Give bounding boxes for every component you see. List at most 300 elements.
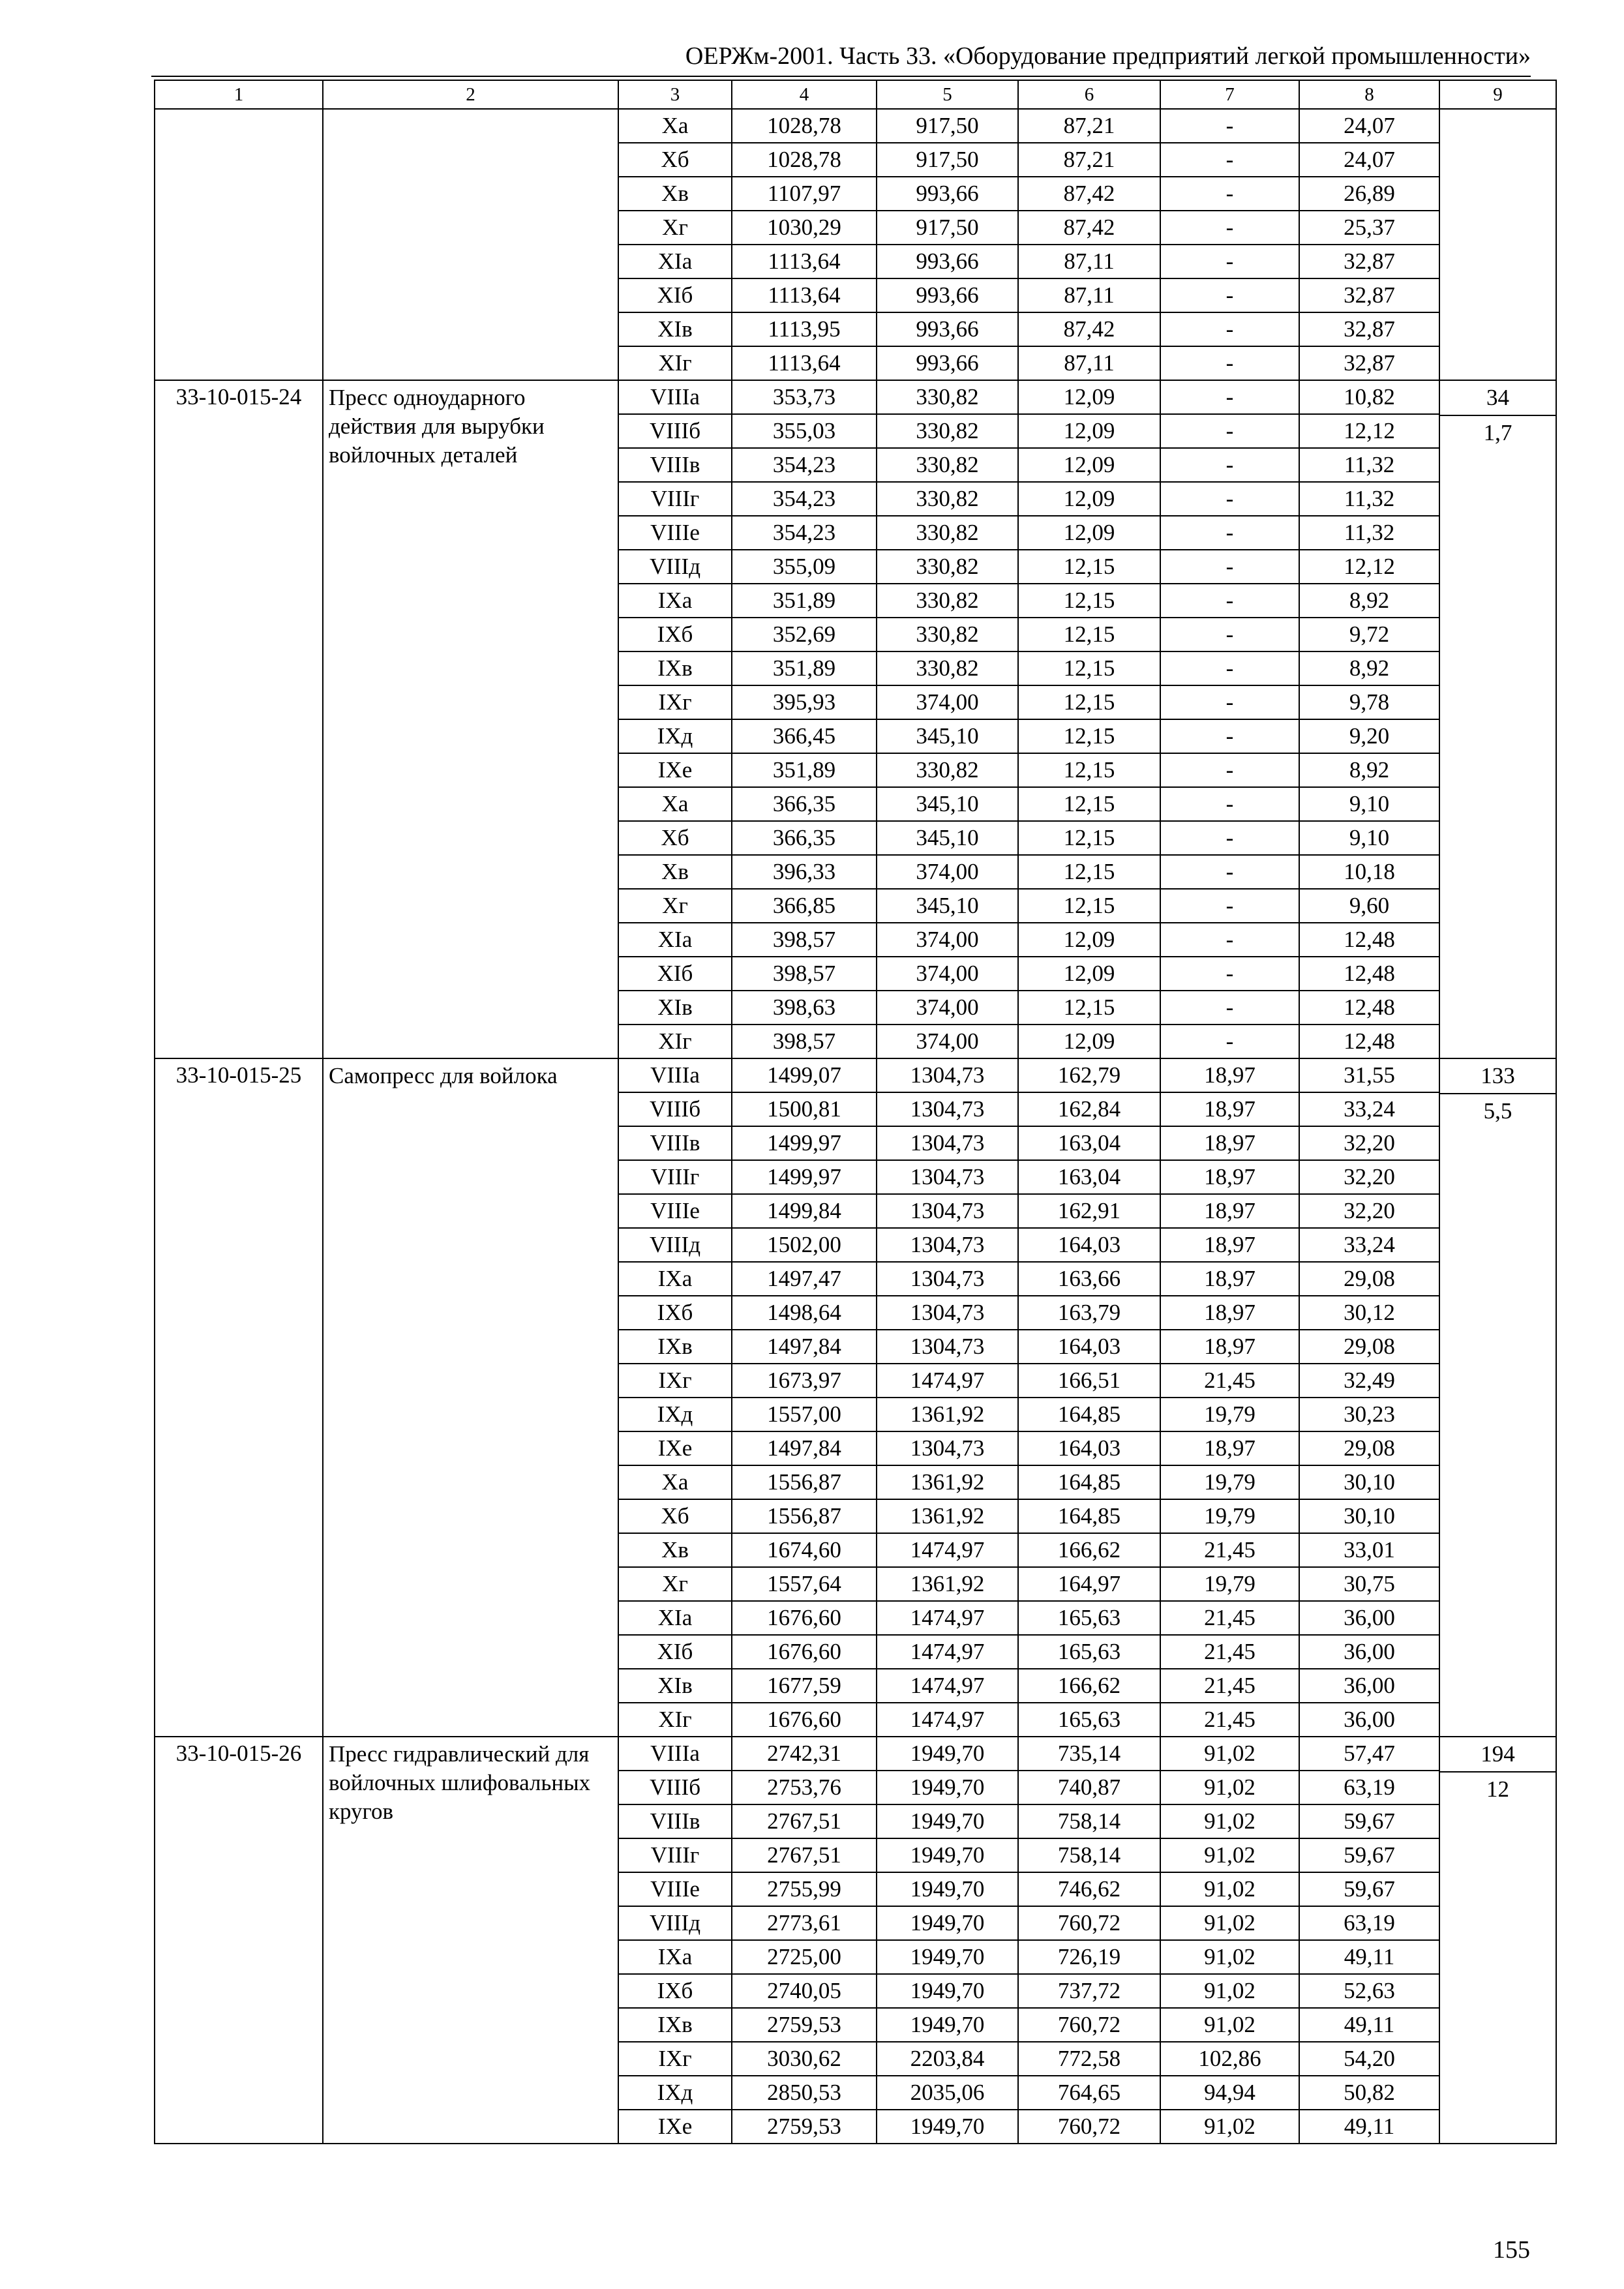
machine-group-cell: IХб [618, 1974, 732, 2008]
materials-cost-cell: 12,12 [1299, 414, 1439, 448]
materials-cost-cell: 52,63 [1299, 1974, 1439, 2008]
machine-group-cell: ХIв [618, 1669, 732, 1703]
weight-cell [1439, 1737, 1556, 2144]
total-cost-cell: 1674,60 [732, 1533, 877, 1567]
driver-wage-cell: - [1160, 346, 1299, 380]
column-number: 8 [1299, 80, 1439, 109]
materials-cost-cell: 59,67 [1299, 1838, 1439, 1872]
machine-group-cell: ХIб [618, 957, 732, 991]
machine-group-cell: Хг [618, 889, 732, 923]
labor-cost-cell: 345,10 [877, 719, 1018, 753]
driver-wage-cell: - [1160, 380, 1299, 414]
labor-cost-cell: 345,10 [877, 787, 1018, 821]
total-cost-cell: 1676,60 [732, 1703, 877, 1737]
materials-cost-cell: 12,48 [1299, 1025, 1439, 1058]
labor-cost-cell: 993,66 [877, 245, 1018, 278]
driver-wage-cell: - [1160, 109, 1299, 143]
machine-group-cell: Хв [618, 855, 732, 889]
materials-cost-cell: 31,55 [1299, 1058, 1439, 1092]
total-cost-cell: 1499,84 [732, 1194, 877, 1228]
total-cost-cell: 2753,76 [732, 1771, 877, 1804]
machine-cost-cell: 12,15 [1018, 787, 1160, 821]
machine-group-cell: VIIIг [618, 1160, 732, 1194]
position-code-cell [155, 109, 323, 380]
materials-cost-cell: 32,87 [1299, 245, 1439, 278]
labor-cost-cell: 374,00 [877, 1025, 1018, 1058]
machine-group-cell: VIIIб [618, 1092, 732, 1126]
machine-group-cell: IХб [618, 618, 732, 651]
machine-group-cell: IХд [618, 1398, 732, 1431]
materials-cost-cell: 59,67 [1299, 1872, 1439, 1906]
machine-group-cell: IХе [618, 753, 732, 787]
labor-cost-cell: 1949,70 [877, 1906, 1018, 1940]
column-number-row [155, 80, 1556, 109]
driver-wage-cell: - [1160, 991, 1299, 1025]
machine-cost-cell: 726,19 [1018, 1940, 1160, 1974]
total-cost-cell: 1498,64 [732, 1296, 877, 1330]
materials-cost-cell: 32,20 [1299, 1194, 1439, 1228]
materials-cost-cell: 11,32 [1299, 448, 1439, 482]
materials-cost-cell: 32,87 [1299, 346, 1439, 380]
machine-cost-cell: 166,62 [1018, 1669, 1160, 1703]
labor-cost-cell: 345,10 [877, 889, 1018, 923]
materials-cost-cell: 9,72 [1299, 618, 1439, 651]
machine-group-cell: IХа [618, 584, 732, 618]
machine-cost-cell: 164,03 [1018, 1228, 1160, 1262]
machine-group-cell: Хв [618, 177, 732, 211]
driver-wage-cell: 91,02 [1160, 2110, 1299, 2144]
labor-cost-cell: 345,10 [877, 821, 1018, 855]
machine-cost-cell: 12,15 [1018, 719, 1160, 753]
labor-cost-cell: 1474,97 [877, 1533, 1018, 1567]
machine-cost-cell: 760,72 [1018, 1906, 1160, 1940]
total-cost-cell: 1497,84 [732, 1431, 877, 1465]
total-cost-cell: 1673,97 [732, 1364, 877, 1398]
machine-cost-cell: 164,97 [1018, 1567, 1160, 1601]
labor-cost-cell: 1304,73 [877, 1431, 1018, 1465]
materials-cost-cell: 32,49 [1299, 1364, 1439, 1398]
driver-wage-cell: 18,97 [1160, 1262, 1299, 1296]
total-cost-cell: 351,89 [732, 753, 877, 787]
machine-cost-cell: 163,79 [1018, 1296, 1160, 1330]
labor-cost-cell: 1304,73 [877, 1296, 1018, 1330]
driver-wage-cell: 21,45 [1160, 1669, 1299, 1703]
weight-value: 133 [1440, 1059, 1556, 1094]
total-cost-cell: 1556,87 [732, 1499, 877, 1533]
labor-cost-cell: 374,00 [877, 685, 1018, 719]
labor-cost-cell: 330,82 [877, 414, 1018, 448]
machine-cost-cell: 12,09 [1018, 414, 1160, 448]
machine-cost-cell: 162,91 [1018, 1194, 1160, 1228]
total-cost-cell: 1028,78 [732, 109, 877, 143]
machine-group-cell: IХд [618, 719, 732, 753]
materials-cost-cell: 12,48 [1299, 923, 1439, 957]
driver-wage-cell: - [1160, 211, 1299, 245]
machine-cost-cell: 164,85 [1018, 1465, 1160, 1499]
machine-cost-cell: 165,63 [1018, 1703, 1160, 1737]
total-cost-cell: 2740,05 [732, 1974, 877, 2008]
machine-group-cell: IХб [618, 1296, 732, 1330]
driver-wage-cell: 91,02 [1160, 1737, 1299, 1771]
position-code-cell: 33-10-015-25 [155, 1058, 323, 1737]
materials-cost-cell: 8,92 [1299, 753, 1439, 787]
materials-cost-cell: 32,87 [1299, 312, 1439, 346]
machine-cost-cell: 12,09 [1018, 957, 1160, 991]
machine-cost-cell: 12,15 [1018, 821, 1160, 855]
materials-cost-cell: 49,11 [1299, 2008, 1439, 2042]
materials-cost-cell: 54,20 [1299, 2042, 1439, 2076]
machine-cost-cell: 87,11 [1018, 278, 1160, 312]
machine-group-cell: VIIIа [618, 1058, 732, 1092]
driver-wage-cell: 21,45 [1160, 1635, 1299, 1669]
labor-cost-cell: 993,66 [877, 346, 1018, 380]
machine-cost-cell: 164,85 [1018, 1499, 1160, 1533]
machine-group-cell: IХг [618, 685, 732, 719]
materials-cost-cell: 26,89 [1299, 177, 1439, 211]
driver-wage-cell: - [1160, 753, 1299, 787]
labor-cost-cell: 917,50 [877, 109, 1018, 143]
driver-wage-cell: - [1160, 719, 1299, 753]
materials-cost-cell: 30,10 [1299, 1499, 1439, 1533]
driver-wage-cell: 19,79 [1160, 1398, 1299, 1431]
driver-wage-cell: - [1160, 889, 1299, 923]
table-row [155, 1058, 1556, 1092]
materials-cost-cell: 57,47 [1299, 1737, 1439, 1771]
machine-cost-cell: 737,72 [1018, 1974, 1160, 2008]
machine-group-cell: IХв [618, 2008, 732, 2042]
price-table [154, 80, 1557, 2144]
driver-wage-cell: 91,02 [1160, 1838, 1299, 1872]
machine-cost-cell: 12,15 [1018, 618, 1160, 651]
column-number: 4 [732, 80, 877, 109]
machine-group-cell: VIIIв [618, 1804, 732, 1838]
machine-group-cell: VIIIа [618, 380, 732, 414]
driver-wage-cell: 18,97 [1160, 1126, 1299, 1160]
machine-cost-cell: 760,72 [1018, 2110, 1160, 2144]
materials-cost-cell: 36,00 [1299, 1703, 1439, 1737]
materials-cost-cell: 9,60 [1299, 889, 1439, 923]
driver-wage-cell: - [1160, 618, 1299, 651]
labor-cost-cell: 993,66 [877, 312, 1018, 346]
labor-cost-cell: 1304,73 [877, 1092, 1018, 1126]
total-cost-cell: 352,69 [732, 618, 877, 651]
driver-wage-cell: 94,94 [1160, 2076, 1299, 2110]
machine-group-cell: VIIIг [618, 1838, 732, 1872]
machine-group-cell: IХа [618, 1940, 732, 1974]
machine-cost-cell: 87,42 [1018, 177, 1160, 211]
machine-cost-cell: 758,14 [1018, 1804, 1160, 1838]
driver-wage-cell: 19,79 [1160, 1567, 1299, 1601]
driver-wage-cell: - [1160, 245, 1299, 278]
machine-cost-cell: 12,15 [1018, 889, 1160, 923]
total-cost-cell: 2767,51 [732, 1838, 877, 1872]
machine-cost-cell: 166,62 [1018, 1533, 1160, 1567]
machine-group-cell: IХв [618, 1330, 732, 1364]
total-cost-cell: 2742,31 [732, 1737, 877, 1771]
total-cost-cell: 1676,60 [732, 1601, 877, 1635]
machine-cost-cell: 87,11 [1018, 346, 1160, 380]
machine-cost-cell: 87,21 [1018, 143, 1160, 177]
machine-cost-cell: 760,72 [1018, 2008, 1160, 2042]
driver-wage-cell: 91,02 [1160, 1804, 1299, 1838]
materials-cost-cell: 11,32 [1299, 482, 1439, 516]
machine-cost-cell: 735,14 [1018, 1737, 1160, 1771]
driver-wage-cell: 102,86 [1160, 2042, 1299, 2076]
driver-wage-cell: - [1160, 584, 1299, 618]
materials-cost-cell: 10,18 [1299, 855, 1439, 889]
driver-wage-cell: - [1160, 821, 1299, 855]
driver-wage-cell: 19,79 [1160, 1499, 1299, 1533]
driver-wage-cell: 91,02 [1160, 2008, 1299, 2042]
total-cost-cell: 3030,62 [732, 2042, 877, 2076]
total-cost-cell: 1676,60 [732, 1635, 877, 1669]
machine-cost-cell: 165,63 [1018, 1601, 1160, 1635]
labor-cost-cell: 1304,73 [877, 1262, 1018, 1296]
total-cost-cell: 1502,00 [732, 1228, 877, 1262]
equipment-name-cell [323, 109, 618, 380]
labor-cost-cell: 1474,97 [877, 1703, 1018, 1737]
driver-wage-cell: - [1160, 143, 1299, 177]
driver-wage-cell: 18,97 [1160, 1330, 1299, 1364]
weight-secondary-value: 1,7 [1483, 420, 1512, 445]
labor-cost-cell: 1474,97 [877, 1364, 1018, 1398]
driver-wage-cell: 21,45 [1160, 1601, 1299, 1635]
weight-cell [1439, 1058, 1556, 1737]
total-cost-cell: 1556,87 [732, 1465, 877, 1499]
total-cost-cell: 1499,97 [732, 1160, 877, 1194]
driver-wage-cell: 21,45 [1160, 1703, 1299, 1737]
materials-cost-cell: 29,08 [1299, 1262, 1439, 1296]
materials-cost-cell: 49,11 [1299, 2110, 1439, 2144]
machine-cost-cell: 12,15 [1018, 550, 1160, 584]
machine-cost-cell: 162,84 [1018, 1092, 1160, 1126]
weight-secondary-value: 12 [1486, 1776, 1509, 1802]
labor-cost-cell: 1949,70 [877, 1838, 1018, 1872]
machine-cost-cell: 12,09 [1018, 516, 1160, 550]
driver-wage-cell: - [1160, 312, 1299, 346]
machine-group-cell: VIIIг [618, 482, 732, 516]
total-cost-cell: 354,23 [732, 516, 877, 550]
total-cost-cell: 395,93 [732, 685, 877, 719]
total-cost-cell: 1677,59 [732, 1669, 877, 1703]
materials-cost-cell: 12,48 [1299, 991, 1439, 1025]
machine-group-cell: IХе [618, 1431, 732, 1465]
materials-cost-cell: 8,92 [1299, 651, 1439, 685]
total-cost-cell: 366,35 [732, 787, 877, 821]
machine-cost-cell: 87,11 [1018, 245, 1160, 278]
total-cost-cell: 354,23 [732, 448, 877, 482]
machine-group-cell: IХа [618, 1262, 732, 1296]
total-cost-cell: 1557,00 [732, 1398, 877, 1431]
driver-wage-cell: 21,45 [1160, 1533, 1299, 1567]
machine-cost-cell: 87,42 [1018, 312, 1160, 346]
driver-wage-cell: - [1160, 1025, 1299, 1058]
labor-cost-cell: 330,82 [877, 618, 1018, 651]
machine-cost-cell: 12,15 [1018, 685, 1160, 719]
labor-cost-cell: 330,82 [877, 482, 1018, 516]
total-cost-cell: 351,89 [732, 584, 877, 618]
labor-cost-cell: 1474,97 [877, 1669, 1018, 1703]
materials-cost-cell: 63,19 [1299, 1906, 1439, 1940]
machine-group-cell: IХв [618, 651, 732, 685]
labor-cost-cell: 1474,97 [877, 1635, 1018, 1669]
materials-cost-cell: 9,78 [1299, 685, 1439, 719]
machine-group-cell: Ха [618, 1465, 732, 1499]
total-cost-cell: 1113,64 [732, 278, 877, 312]
weight-cell [1439, 380, 1556, 1058]
machine-group-cell: ХIв [618, 312, 732, 346]
driver-wage-cell: - [1160, 550, 1299, 584]
total-cost-cell: 1497,84 [732, 1330, 877, 1364]
materials-cost-cell: 24,07 [1299, 143, 1439, 177]
materials-cost-cell: 36,00 [1299, 1601, 1439, 1635]
driver-wage-cell: - [1160, 685, 1299, 719]
driver-wage-cell: - [1160, 177, 1299, 211]
labor-cost-cell: 1949,70 [877, 2008, 1018, 2042]
driver-wage-cell: 18,97 [1160, 1160, 1299, 1194]
machine-cost-cell: 12,15 [1018, 855, 1160, 889]
equipment-name-cell: Самопресс для войлока [323, 1058, 618, 1737]
machine-cost-cell: 165,63 [1018, 1635, 1160, 1669]
labor-cost-cell: 1304,73 [877, 1194, 1018, 1228]
total-cost-cell: 396,33 [732, 855, 877, 889]
materials-cost-cell: 9,20 [1299, 719, 1439, 753]
machine-cost-cell: 163,04 [1018, 1126, 1160, 1160]
labor-cost-cell: 330,82 [877, 584, 1018, 618]
driver-wage-cell: 18,97 [1160, 1092, 1299, 1126]
labor-cost-cell: 330,82 [877, 448, 1018, 482]
driver-wage-cell: 18,97 [1160, 1058, 1299, 1092]
header-rule [151, 76, 1531, 77]
weight-cell [1439, 109, 1556, 380]
materials-cost-cell: 25,37 [1299, 211, 1439, 245]
labor-cost-cell: 1949,70 [877, 1974, 1018, 2008]
labor-cost-cell: 1304,73 [877, 1058, 1018, 1092]
weight-value: 194 [1440, 1737, 1556, 1773]
machine-group-cell: ХIв [618, 991, 732, 1025]
materials-cost-cell: 49,11 [1299, 1940, 1439, 1974]
machine-group-cell: ХIг [618, 1025, 732, 1058]
materials-cost-cell: 11,32 [1299, 516, 1439, 550]
driver-wage-cell: 21,45 [1160, 1364, 1299, 1398]
table-row [155, 109, 1556, 143]
machine-group-cell: VIIIе [618, 1872, 732, 1906]
materials-cost-cell: 32,20 [1299, 1160, 1439, 1194]
labor-cost-cell: 1304,73 [877, 1228, 1018, 1262]
labor-cost-cell: 1361,92 [877, 1499, 1018, 1533]
driver-wage-cell: 18,97 [1160, 1296, 1299, 1330]
labor-cost-cell: 1304,73 [877, 1126, 1018, 1160]
machine-group-cell: Ха [618, 109, 732, 143]
machine-cost-cell: 746,62 [1018, 1872, 1160, 1906]
machine-cost-cell: 12,15 [1018, 991, 1160, 1025]
materials-cost-cell: 30,23 [1299, 1398, 1439, 1431]
total-cost-cell: 398,57 [732, 923, 877, 957]
total-cost-cell: 366,45 [732, 719, 877, 753]
total-cost-cell: 1499,97 [732, 1126, 877, 1160]
machine-cost-cell: 87,42 [1018, 211, 1160, 245]
driver-wage-cell: 91,02 [1160, 1872, 1299, 1906]
materials-cost-cell: 8,92 [1299, 584, 1439, 618]
driver-wage-cell: - [1160, 278, 1299, 312]
position-code-cell: 33-10-015-26 [155, 1737, 323, 2144]
labor-cost-cell: 1304,73 [877, 1160, 1018, 1194]
total-cost-cell: 1113,64 [732, 245, 877, 278]
driver-wage-cell: - [1160, 651, 1299, 685]
driver-wage-cell: - [1160, 923, 1299, 957]
machine-cost-cell: 164,03 [1018, 1330, 1160, 1364]
total-cost-cell: 355,03 [732, 414, 877, 448]
materials-cost-cell: 30,12 [1299, 1296, 1439, 1330]
machine-group-cell: Хг [618, 1567, 732, 1601]
machine-group-cell: ХIг [618, 1703, 732, 1737]
machine-group-cell: ХIб [618, 1635, 732, 1669]
total-cost-cell: 398,63 [732, 991, 877, 1025]
machine-group-cell: VIIIв [618, 1126, 732, 1160]
machine-cost-cell: 166,51 [1018, 1364, 1160, 1398]
machine-group-cell: VIIIб [618, 414, 732, 448]
driver-wage-cell: 91,02 [1160, 1940, 1299, 1974]
total-cost-cell: 398,57 [732, 1025, 877, 1058]
machine-cost-cell: 164,03 [1018, 1431, 1160, 1465]
labor-cost-cell: 330,82 [877, 651, 1018, 685]
materials-cost-cell: 32,20 [1299, 1126, 1439, 1160]
labor-cost-cell: 330,82 [877, 550, 1018, 584]
machine-group-cell: Хв [618, 1533, 732, 1567]
machine-group-cell: IХе [618, 2110, 732, 2144]
labor-cost-cell: 1949,70 [877, 1737, 1018, 1771]
machine-group-cell: VIIIе [618, 1194, 732, 1228]
materials-cost-cell: 36,00 [1299, 1669, 1439, 1703]
machine-group-cell: Ха [618, 787, 732, 821]
driver-wage-cell: - [1160, 957, 1299, 991]
table-row [155, 380, 1556, 414]
column-number: 9 [1439, 80, 1556, 109]
total-cost-cell: 2767,51 [732, 1804, 877, 1838]
machine-group-cell: Хб [618, 821, 732, 855]
materials-cost-cell: 10,82 [1299, 380, 1439, 414]
total-cost-cell: 2725,00 [732, 1940, 877, 1974]
materials-cost-cell: 33,24 [1299, 1228, 1439, 1262]
column-number: 5 [877, 80, 1018, 109]
machine-group-cell: IХг [618, 1364, 732, 1398]
labor-cost-cell: 1361,92 [877, 1465, 1018, 1499]
machine-group-cell: IХд [618, 2076, 732, 2110]
machine-cost-cell: 764,65 [1018, 2076, 1160, 2110]
materials-cost-cell: 59,67 [1299, 1804, 1439, 1838]
labor-cost-cell: 1949,70 [877, 1771, 1018, 1804]
driver-wage-cell: 91,02 [1160, 1974, 1299, 2008]
labor-cost-cell: 330,82 [877, 516, 1018, 550]
machine-group-cell: VIIIд [618, 1906, 732, 1940]
total-cost-cell: 366,85 [732, 889, 877, 923]
machine-cost-cell: 164,85 [1018, 1398, 1160, 1431]
materials-cost-cell: 32,87 [1299, 278, 1439, 312]
labor-cost-cell: 1474,97 [877, 1601, 1018, 1635]
labor-cost-cell: 330,82 [877, 753, 1018, 787]
driver-wage-cell: 91,02 [1160, 1771, 1299, 1804]
total-cost-cell: 2759,53 [732, 2110, 877, 2144]
total-cost-cell: 1557,64 [732, 1567, 877, 1601]
driver-wage-cell: 19,79 [1160, 1465, 1299, 1499]
materials-cost-cell: 36,00 [1299, 1635, 1439, 1669]
labor-cost-cell: 2203,84 [877, 2042, 1018, 2076]
machine-cost-cell: 162,79 [1018, 1058, 1160, 1092]
labor-cost-cell: 917,50 [877, 143, 1018, 177]
machine-cost-cell: 772,58 [1018, 2042, 1160, 2076]
machine-cost-cell: 12,15 [1018, 584, 1160, 618]
machine-group-cell: ХIб [618, 278, 732, 312]
